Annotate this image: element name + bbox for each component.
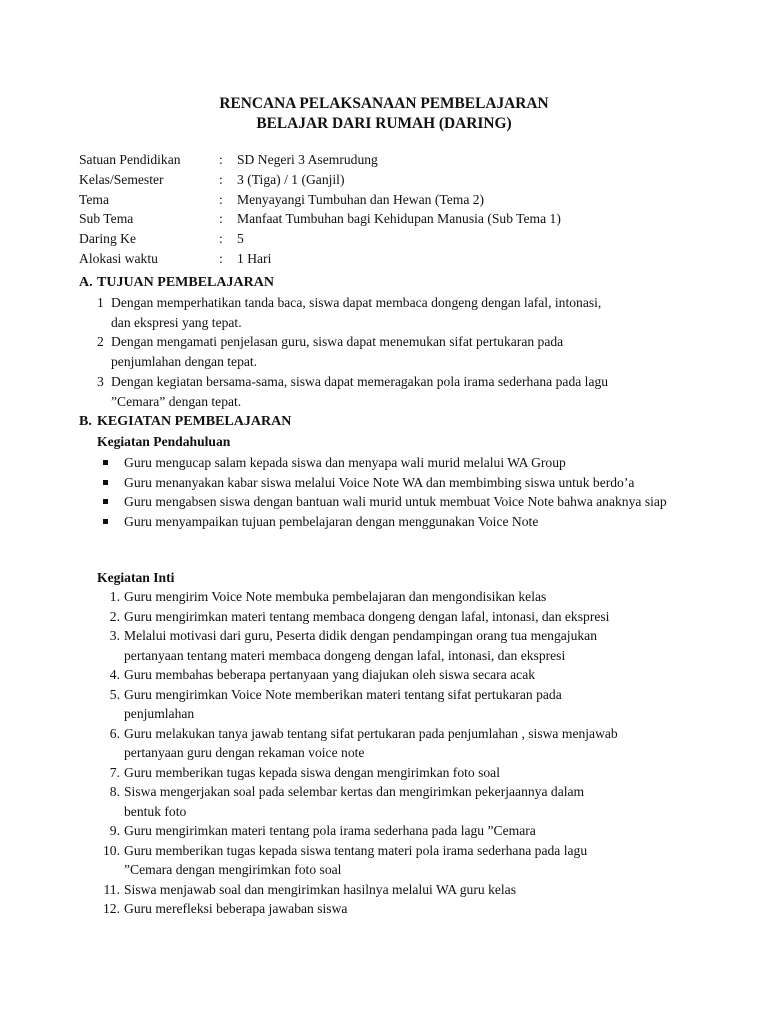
info-colon: : [219, 152, 223, 167]
section-b-heading [79, 412, 291, 432]
item-text-line: Guru memberikan tugas kepada siswa tentang materi pola irama sederhana pada lagu [124, 842, 588, 858]
list-item [103, 492, 677, 512]
list-item [97, 841, 677, 880]
subheading-inti: Kegiatan Inti [97, 570, 175, 585]
document-title-line-1: RENCANA PELAKSANAAN PEMBELAJARAN [219, 95, 549, 112]
list-item [97, 782, 677, 821]
info-row-kelas-semester [79, 170, 699, 190]
bullet-square-icon [103, 460, 108, 465]
item-number: 3. [109, 628, 120, 643]
info-value: Manfaat Tumbuhan bagi Kehidupan Manusia (Sub Tema 1) [237, 211, 561, 227]
info-value: 1 Hari [237, 250, 272, 266]
bullet-square-icon [103, 519, 108, 524]
item-text-line: Guru memberikan tugas kepada siswa dengan mengirimkan foto soal [124, 764, 500, 780]
info-label: Alokasi waktu [79, 250, 158, 266]
info-colon: : [219, 231, 223, 247]
info-row-alokasi-waktu [79, 249, 699, 269]
section-title: KEGIATAN PEMBELAJARAN [97, 414, 292, 429]
item-text-line: ”Cemara” dengan tepat. [111, 393, 242, 409]
item-number: 8. [109, 784, 120, 799]
info-colon: : [219, 191, 223, 207]
item-text-line: dan ekspresi yang tepat. [111, 314, 242, 330]
item-text: Guru mengucap salam kepada siswa dan menyapa wali murid melalui WA Group [124, 455, 566, 470]
item-text-line: Guru merefleksi beberapa jawaban siswa [124, 901, 348, 916]
list-item [97, 332, 677, 371]
document-title-line-2: BELAJAR DARI RUMAH (DARING) [256, 115, 512, 132]
info-label: Satuan Pendidikan [79, 152, 181, 167]
tujuan-list [97, 293, 677, 411]
list-item [97, 821, 677, 841]
list-item [97, 763, 677, 783]
list-item [97, 587, 677, 607]
item-text-line: Dengan memperhatikan tanda baca, siswa dapat membaca dongeng dengan lafal, intonasi, [111, 295, 602, 310]
list-item [97, 685, 677, 724]
info-value: Menyayangi Tumbuhan dan Hewan (Tema 2) [237, 191, 485, 207]
info-label: Kelas/Semester [79, 171, 164, 187]
item-text-line: Siswa menjawab soal dan mengirimkan hasilnya melalui WA guru kelas [124, 881, 516, 897]
item-text-line: Guru mengirim Voice Note membuka pembelajaran dan mengondisikan kelas [124, 589, 547, 604]
item-number: 2. [109, 608, 120, 624]
list-item [97, 372, 677, 411]
item-number: 9. [109, 823, 120, 838]
item-number: 2 [97, 334, 104, 350]
item-number: 4. [109, 667, 120, 682]
item-text-line: Guru membahas beberapa pertanyaan yang diajukan oleh siswa secara acak [124, 667, 536, 682]
info-value: 5 [237, 231, 244, 247]
item-text-line: Guru melakukan tanya jawab tentang sifat pertukaran pada penjumlahan , siswa menjawab [124, 725, 618, 741]
section-letter: A. [79, 275, 93, 290]
item-text-line: penjumlahan [124, 706, 195, 721]
item-number: 12. [103, 901, 120, 916]
list-item [97, 724, 677, 763]
list-item [97, 899, 677, 919]
item-text-line: Dengan kegiatan bersama-sama, siswa dapat memeragakan pola irama sederhana pada lagu [111, 373, 609, 389]
bullet-square-icon [103, 499, 108, 504]
item-text-line: bentuk foto [124, 803, 187, 819]
info-label: Sub Tema [79, 211, 134, 227]
item-text: Guru mengabsen siswa dengan bantuan wali murid untuk membuat Voice Note bahwa anaknya siap [124, 494, 667, 510]
item-text-line: Guru mengirimkan materi tentang membaca dongeng dengan lafal, intonasi, dan ekspresi [124, 608, 610, 624]
list-item [103, 453, 677, 473]
list-item [103, 473, 677, 493]
item-number: 1. [109, 589, 120, 604]
item-number: 1 [97, 295, 104, 310]
item-number: 7. [109, 764, 120, 780]
item-number: 3 [97, 373, 104, 389]
item-text-line: ”Cemara dengan mengirimkan foto soal [124, 862, 342, 877]
list-item [97, 607, 677, 627]
info-row-satuan-pendidikan [79, 150, 699, 170]
item-text-line: Melalui motivasi dari guru, Peserta didik dengan pendampingan orang tua mengajukan [124, 628, 598, 643]
list-item [97, 626, 677, 665]
item-text-line: Siswa mengerjakan soal pada selembar kertas dan mengirimkan pekerjaannya dalam [124, 784, 585, 799]
item-text-line: Guru mengirimkan Voice Note memberikan materi tentang sifat pertukaran pada [124, 686, 562, 702]
info-label: Tema [79, 191, 109, 207]
item-text-line: Guru mengirimkan materi tentang pola irama sederhana pada lagu ”Cemara [124, 823, 536, 838]
info-row-daring-ke [79, 229, 699, 249]
item-number: 11. [103, 881, 120, 897]
pendahuluan-list [103, 453, 677, 532]
list-item [97, 880, 677, 900]
section-title: TUJUAN PEMBELAJARAN [97, 275, 274, 290]
item-number: 6. [109, 725, 120, 741]
item-text-line: penjumlahan dengan tepat. [111, 354, 258, 370]
list-item [103, 512, 677, 532]
info-value: 3 (Tiga) / 1 (Ganjil) [237, 171, 345, 187]
info-colon: : [219, 211, 223, 227]
subheading-pendahuluan: Kegiatan Pendahuluan [97, 434, 231, 449]
item-number: 10. [103, 842, 120, 858]
item-text: Guru menyampaikan tujuan pembelajaran dengan menggunakan Voice Note [124, 514, 539, 530]
info-colon: : [219, 171, 223, 187]
info-value: SD Negeri 3 Asemrudung [237, 152, 378, 167]
section-a-heading [79, 273, 274, 293]
item-text-line: pertanyaan tentang materi membaca dongeng dengan lafal, intonasi, dan ekspresi [124, 647, 566, 663]
bullet-square-icon [103, 480, 108, 485]
section-letter: B. [79, 414, 92, 429]
info-label: Daring Ke [79, 231, 136, 247]
identity-table [79, 150, 699, 269]
info-colon: : [219, 250, 223, 266]
info-row-sub-tema [79, 209, 699, 229]
item-text-line: pertanyaan guru dengan rekaman voice note [124, 745, 365, 760]
inti-list [97, 587, 677, 919]
item-text: Guru menanyakan kabar siswa melalui Voice Note WA dan membimbing siswa untuk berdo’a [124, 474, 635, 490]
list-item [97, 665, 677, 685]
item-text-line: Dengan mengamati penjelasan guru, siswa dapat menemukan sifat pertukaran pada [111, 334, 564, 350]
list-item [97, 293, 677, 332]
item-number: 5. [109, 686, 120, 702]
info-row-tema [79, 190, 699, 210]
